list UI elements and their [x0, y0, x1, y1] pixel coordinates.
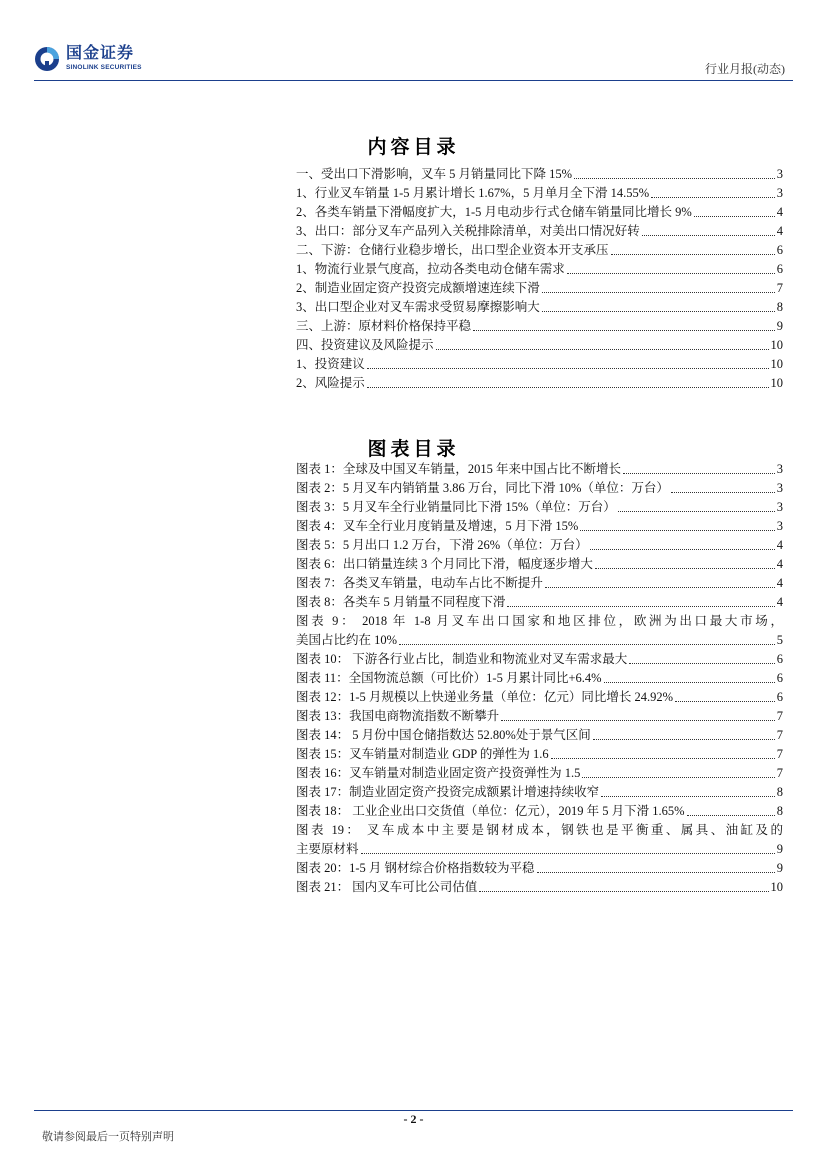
figure-entry-page: 6 [776, 690, 783, 704]
dot-leader [671, 492, 775, 493]
dot-leader [601, 796, 775, 797]
toc-entry-label: 四、投资建议及风险提示 [296, 338, 434, 352]
toc-entry[interactable] [296, 298, 783, 317]
figure-entry-label: 图表 5：5 月出口 1.2 万台，下滑 26%（单位：万台） [296, 538, 588, 552]
dot-leader [593, 739, 775, 740]
figure-entry-page: 3 [776, 462, 783, 476]
figure-entry-page: 5 [776, 633, 783, 647]
figure-entry-page: 8 [776, 785, 783, 799]
dot-leader [551, 758, 775, 759]
sinolink-logo-icon [34, 46, 60, 72]
dot-leader [367, 387, 769, 388]
figure-entry-page: 4 [776, 576, 783, 590]
toc-entry-page: 3 [776, 167, 783, 181]
toc-entry-label: 3、出口：部分叉车产品列入关税排除清单，对美出口情况好转 [296, 224, 640, 238]
figures-title: 图表目录 [367, 439, 460, 460]
figure-entry[interactable] [296, 460, 783, 479]
dot-leader [542, 292, 775, 293]
toc-entry-page: 10 [770, 376, 783, 390]
footer-divider [34, 1110, 793, 1111]
figure-entry-label: 图表 14： 5 月份中国仓储指数达 52.80%处于景气区间 [296, 728, 591, 742]
dot-leader [361, 853, 775, 854]
dot-leader [545, 587, 775, 588]
toc-entry-label: 2、制造业固定资产投资完成额增速连续下滑 [296, 281, 540, 295]
dot-leader [604, 682, 775, 683]
figure-entry-page: 4 [776, 595, 783, 609]
table-of-contents [296, 165, 783, 393]
toc-entry-label: 1、投资建议 [296, 357, 365, 371]
toc-entry-page: 4 [776, 205, 783, 219]
figure-entry-label: 图表 20：1-5 月 钢材综合价格指数较为平稳 [296, 861, 535, 875]
figure-entry[interactable] [296, 802, 783, 821]
toc-entry-page: 10 [770, 357, 783, 371]
disclaimer: 敬请参阅最后一页特别声明 [42, 1131, 174, 1143]
header-divider [34, 80, 793, 81]
dot-leader [367, 368, 769, 369]
dot-leader [687, 815, 775, 816]
company-logo [34, 46, 142, 72]
dot-leader [595, 568, 775, 569]
figure-entry[interactable] [296, 688, 783, 707]
report-type: 行业月报(动态) [705, 62, 785, 76]
toc-entry-label: 三、上游：原材料价格保持平稳 [296, 319, 472, 333]
dot-leader [611, 254, 775, 255]
figure-entry-label: 图表 16：叉车销量对制造业固定资产投资弹性为 1.5 [296, 766, 581, 780]
figure-entry-label: 图表 12：1-5 月规模以上快递业务量（单位：亿元）同比增长 24.92% [296, 690, 674, 704]
figure-entry[interactable] [296, 536, 783, 555]
toc-entry[interactable] [296, 260, 783, 279]
dot-leader [542, 311, 775, 312]
figure-entry-page: 7 [776, 766, 783, 780]
toc-entry-label: 3、出口型企业对叉车需求受贸易摩擦影响大 [296, 300, 540, 314]
dot-leader [642, 235, 775, 236]
figure-entry-label: 图表 10： 下游各行业占比，制造业和物流业对叉车需求最大 [296, 652, 628, 666]
dot-leader [694, 216, 775, 217]
logo-en-text: SINOLINK SECURITIES [66, 64, 142, 72]
figure-entry[interactable] [296, 745, 783, 764]
figure-entry[interactable] [296, 517, 783, 536]
toc-entry-label: 2、各类车销量下滑幅度扩大，1-5 月电动步行式仓储车销量同比增长 9% [296, 205, 692, 219]
figure-entry[interactable] [296, 593, 783, 612]
figure-entry-page: 6 [776, 652, 783, 666]
dot-leader [651, 197, 775, 198]
dot-leader [479, 891, 768, 892]
toc-entry[interactable] [296, 317, 783, 336]
figure-entry-page: 10 [770, 880, 783, 894]
figure-entry-page: 3 [776, 481, 783, 495]
figure-entry-label: 图表 15：叉车销量对制造业 GDP 的弹性为 1.6 [296, 747, 549, 761]
figure-entry[interactable] [296, 878, 783, 897]
figure-entry[interactable] [296, 498, 783, 517]
toc-entry[interactable] [296, 165, 783, 184]
dot-leader [623, 473, 775, 474]
figure-entry-wrapped-label[interactable]: 图表 19： 叉车成本中主要是钢材成本，钢铁也是平衡重、属具、油缸及的 [296, 823, 783, 837]
toc-entry[interactable] [296, 355, 783, 374]
toc-entry-page: 7 [776, 281, 783, 295]
dot-leader [629, 663, 774, 664]
toc-entry-label: 二、下游：仓储行业稳步增长，出口型企业资本开支承压 [296, 243, 609, 257]
dot-leader [582, 777, 774, 778]
toc-entry[interactable] [296, 279, 783, 298]
figure-entry-label: 图表 1：全球及中国叉车销量，2015 年来中国占比不断增长 [296, 462, 622, 476]
figure-entry[interactable] [296, 574, 783, 593]
dot-leader [436, 349, 769, 350]
dot-leader [574, 178, 775, 179]
figure-entry-page: 8 [776, 804, 783, 818]
figure-entry[interactable] [296, 650, 783, 669]
figure-entry-page: 7 [776, 728, 783, 742]
figure-entry-label: 图表 4：叉车全行业月度销量及增速，5 月下滑 15% [296, 519, 579, 533]
figure-entry-label: 图表 21： 国内叉车可比公司估值 [296, 880, 478, 894]
dot-leader [537, 872, 775, 873]
figure-entry-label: 图表 11：全国物流总额（可比价）1-5 月累计同比+6.4% [296, 671, 602, 685]
figure-entry-page: 9 [776, 842, 783, 856]
toc-entry-label: 1、物流行业景气度高，拉动各类电动仓储车需求 [296, 262, 565, 276]
figure-entry-page: 3 [776, 519, 783, 533]
figure-entry-label: 图表 7：各类叉车销量，电动车占比不断提升 [296, 576, 543, 590]
figure-entry-label: 美国占比约在 10% [296, 633, 398, 647]
figure-entry-page: 4 [776, 557, 783, 571]
figure-entry-label: 图表 2：5 月叉车内销销量 3.86 万台，同比下滑 10%（单位：万台） [296, 481, 669, 495]
figure-entry-page: 7 [776, 709, 783, 723]
figure-entry[interactable] [296, 783, 783, 802]
figure-entry-label: 图表 6：出口销量连续 3 个月同比下滑，幅度逐步增大 [296, 557, 593, 571]
toc-entry-page: 3 [776, 186, 783, 200]
toc-entry[interactable] [296, 241, 783, 260]
page-number: - 2 - [403, 1112, 424, 1126]
toc-entry[interactable] [296, 184, 783, 203]
figure-entry[interactable] [296, 479, 783, 498]
figure-entry[interactable] [296, 669, 783, 688]
figure-entry[interactable] [296, 840, 783, 859]
dot-leader [618, 511, 775, 512]
toc-entry[interactable] [296, 203, 783, 222]
toc-entry-label: 2、风险提示 [296, 376, 365, 390]
figures-list [296, 460, 783, 897]
figure-entry-label: 主要原材料 [296, 842, 359, 856]
figure-entry-page: 3 [776, 500, 783, 514]
figure-entry-label: 图表 17：制造业固定资产投资完成额累计增速持续收窄 [296, 785, 600, 799]
toc-entry-page: 8 [776, 300, 783, 314]
toc-title: 内容目录 [367, 137, 460, 158]
toc-entry[interactable] [296, 222, 783, 241]
toc-entry-label: 一、受出口下滑影响，叉车 5 月销量同比下降 15% [296, 167, 573, 181]
dot-leader [399, 644, 775, 645]
figure-entry-label: 图表 13：我国电商物流指数不断攀升 [296, 709, 500, 723]
figure-entry[interactable] [296, 726, 783, 745]
toc-entry-label: 1、行业叉车销量 1-5 月累计增长 1.67%，5 月单月全下滑 14.55% [296, 186, 650, 200]
logo-cn-text: 国金证券 [66, 45, 135, 63]
dot-leader [473, 330, 775, 331]
figure-entry-label: 图表 3：5 月叉车全行业销量同比下滑 15%（单位：万台） [296, 500, 616, 514]
toc-entry-page: 6 [776, 262, 783, 276]
page-header [0, 0, 827, 82]
figure-entry-label: 图表 18： 工业企业出口交货值（单位：亿元），2019 年 5 月下滑 1.65% [296, 804, 685, 818]
figure-entry[interactable] [296, 859, 783, 878]
figure-entry[interactable] [296, 631, 783, 650]
dot-leader [501, 720, 775, 721]
figure-entry-page: 4 [776, 538, 783, 552]
dot-leader [675, 701, 775, 702]
toc-entry-page: 6 [776, 243, 783, 257]
dot-leader [590, 549, 775, 550]
figure-entry-label: 图表 8：各类车 5 月销量不同程度下滑 [296, 595, 506, 609]
figure-entry[interactable] [296, 764, 783, 783]
figure-entry-page: 6 [776, 671, 783, 685]
figure-entry[interactable] [296, 555, 783, 574]
figure-entry-page: 7 [776, 747, 783, 761]
figure-entry-wrapped-label[interactable]: 图表 9： 2018 年 1-8 月叉车出口国家和地区排位，欧洲为出口最大市场， [296, 614, 783, 628]
dot-leader [580, 530, 774, 531]
figure-entry-page: 9 [776, 861, 783, 875]
toc-entry-page: 4 [776, 224, 783, 238]
toc-entry-page: 10 [770, 338, 783, 352]
toc-entry-page: 9 [776, 319, 783, 333]
dot-leader [507, 606, 774, 607]
figure-entry[interactable] [296, 707, 783, 726]
dot-leader [567, 273, 775, 274]
toc-entry[interactable] [296, 374, 783, 393]
toc-entry[interactable] [296, 336, 783, 355]
